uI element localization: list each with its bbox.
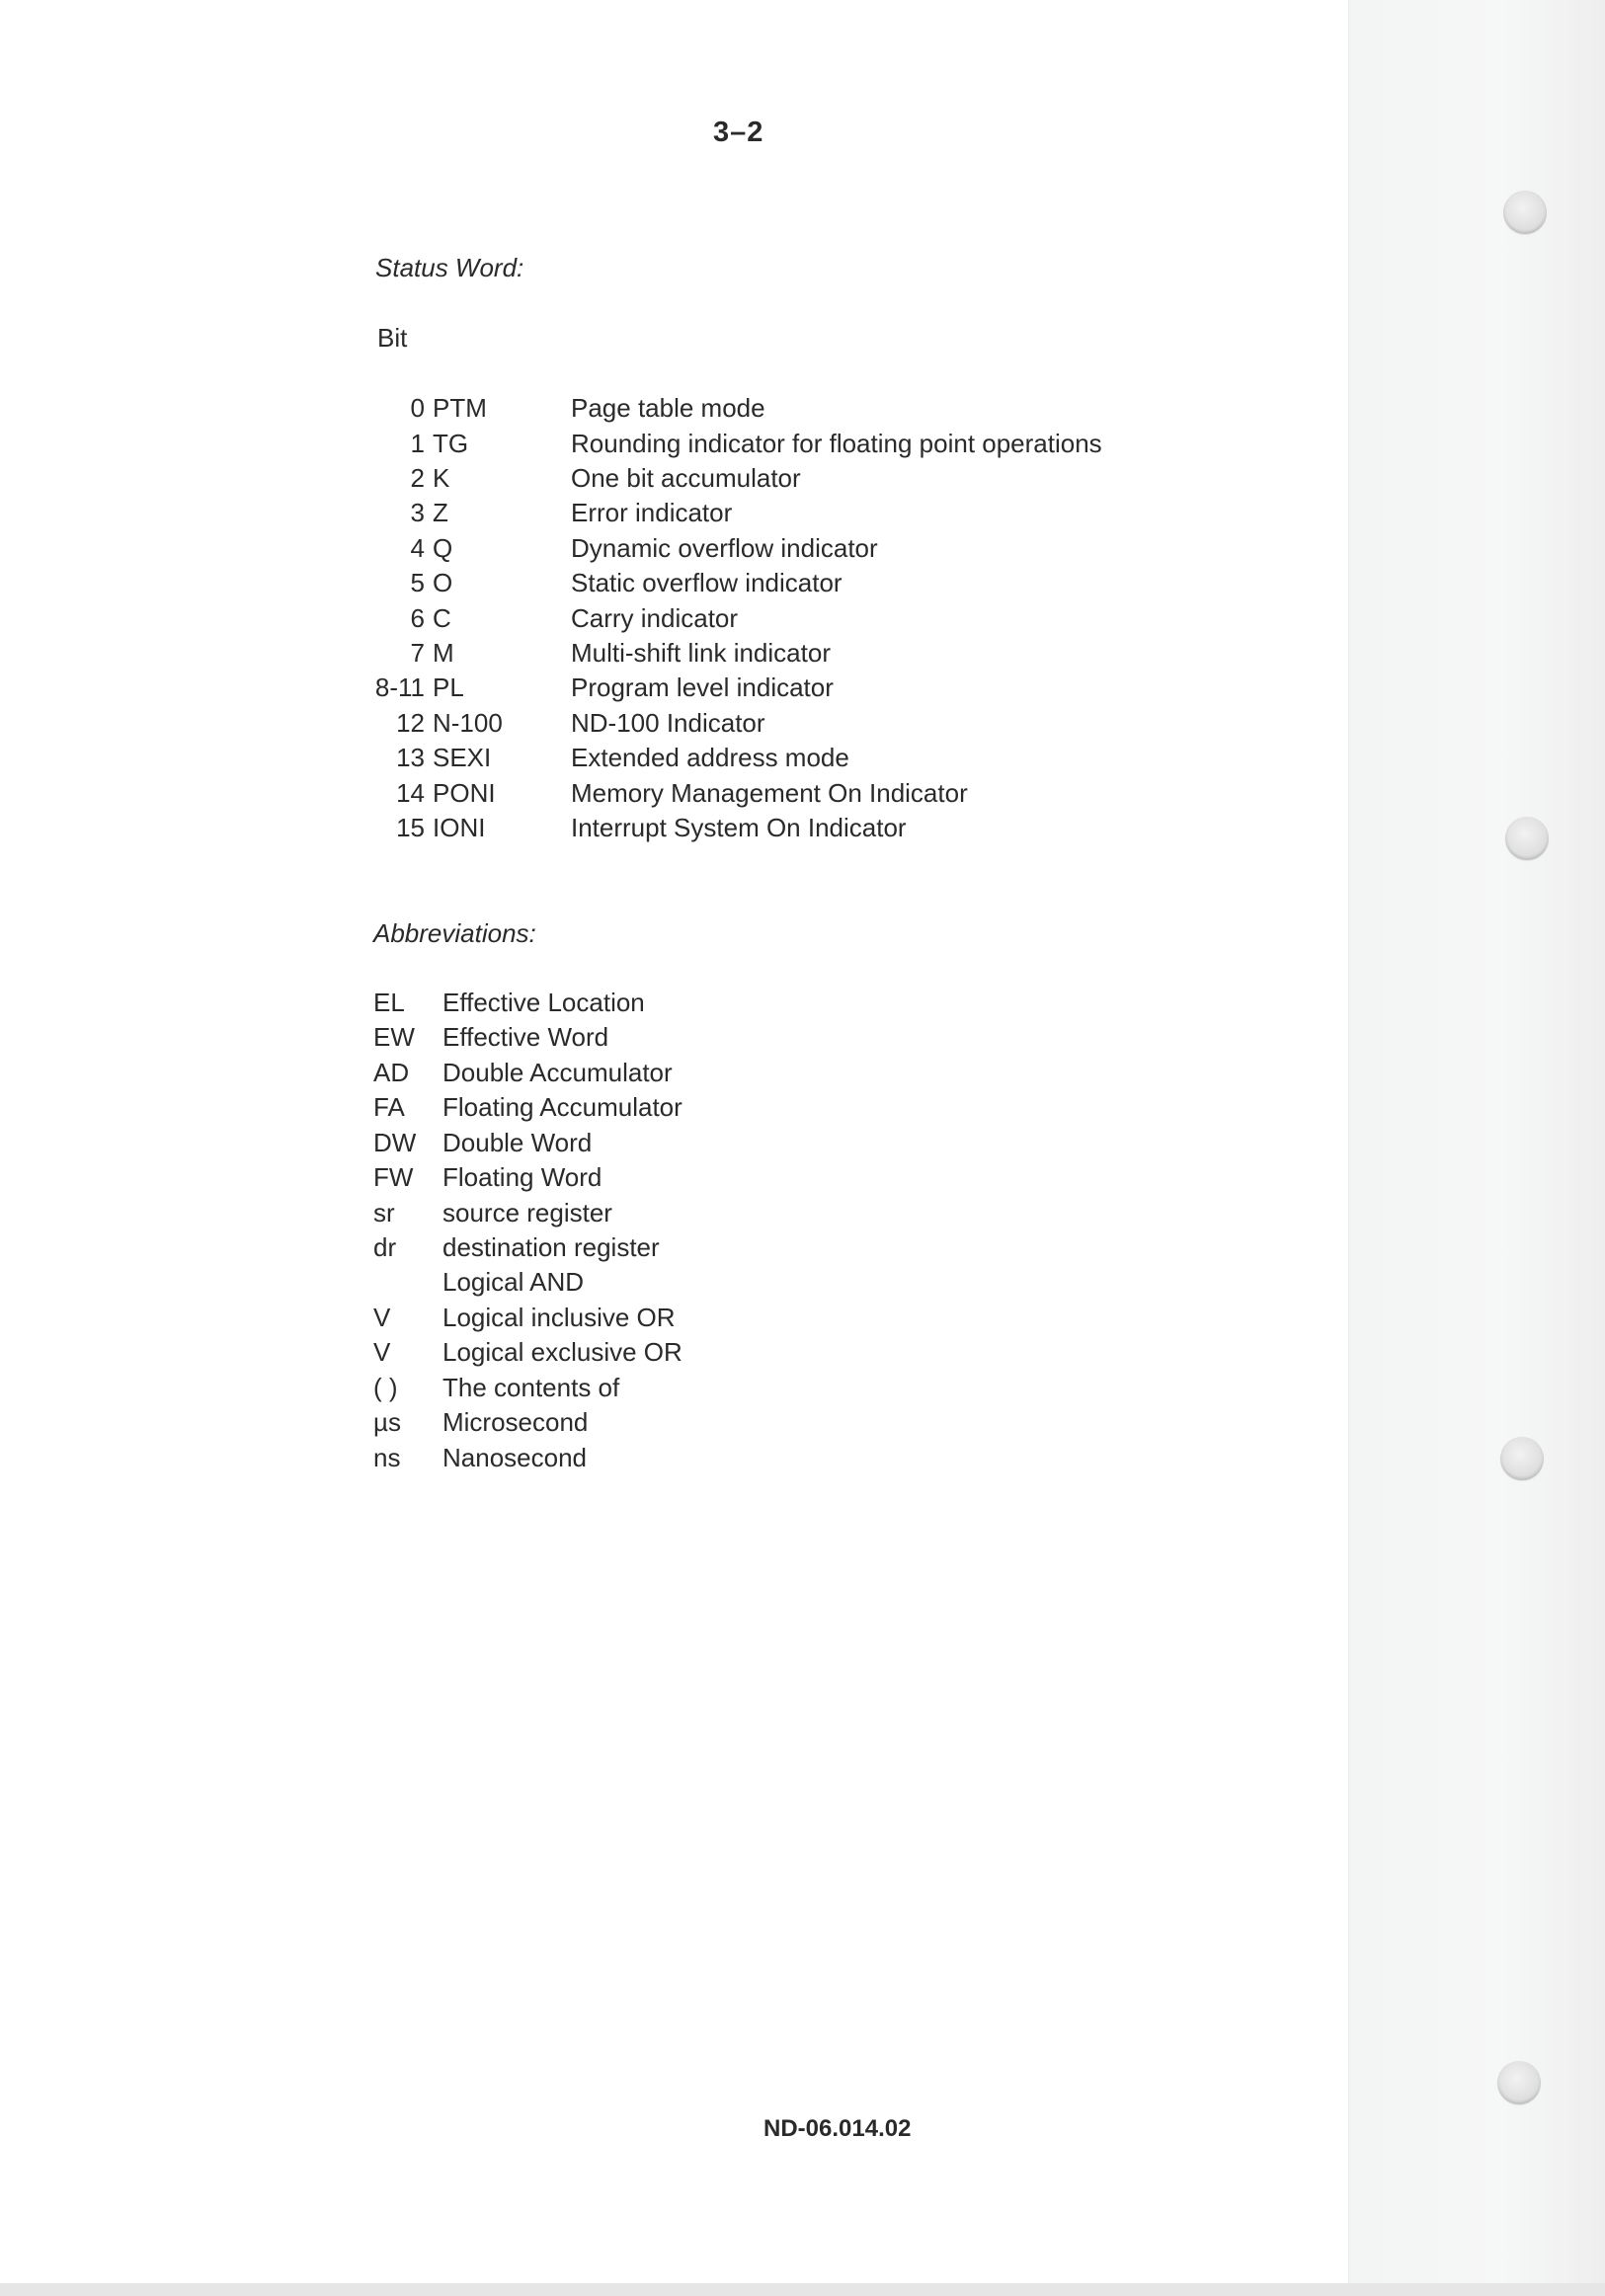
abbreviation-description: source register	[442, 1198, 612, 1227]
status-word-heading: Status Word:	[375, 253, 524, 282]
bit-number: 14	[396, 778, 425, 808]
bit-number: 12	[396, 708, 425, 738]
bit-mnemonic: SEXI	[433, 743, 492, 772]
bit-description: Rounding indicator for floating point operations	[571, 429, 1102, 458]
bit-mnemonic: PONI	[433, 778, 496, 808]
abbreviation-code: EW	[373, 1022, 415, 1052]
bit-description: Extended address mode	[571, 743, 849, 772]
bit-number: 8-11	[374, 673, 425, 702]
abbreviation-description: Effective Word	[442, 1022, 609, 1052]
abbreviation-description: Effective Location	[442, 988, 645, 1017]
bit-mnemonic: N-100	[433, 708, 503, 738]
abbreviation-code: EL	[373, 988, 405, 1017]
abbreviation-description: Logical exclusive OR	[442, 1337, 682, 1367]
bit-mnemonic: O	[433, 568, 453, 597]
abbreviations-heading: Abbreviations:	[373, 918, 536, 948]
abbreviation-description: The contents of	[442, 1373, 620, 1402]
bit-mnemonic: Z	[433, 498, 448, 527]
bit-mnemonic: C	[433, 603, 451, 633]
bit-description: Static overflow indicator	[571, 568, 843, 597]
page-margin-strip	[1348, 0, 1605, 2296]
page-number: 3–2	[713, 117, 764, 148]
bit-description: Error indicator	[571, 498, 733, 527]
bit-description: Page table mode	[571, 393, 765, 423]
binder-hole-icon	[1497, 2061, 1541, 2104]
bit-description: ND-100 Indicator	[571, 708, 765, 738]
bit-mnemonic: PTM	[433, 393, 487, 423]
bit-number: 6	[410, 603, 425, 633]
bit-mnemonic: M	[433, 638, 454, 668]
abbreviation-description: Floating Word	[442, 1162, 602, 1192]
abbreviation-code: ( )	[373, 1373, 398, 1402]
bit-number: 5	[410, 568, 425, 597]
bit-number: 2	[410, 463, 425, 493]
abbreviation-code: FA	[373, 1092, 405, 1122]
bit-mnemonic: Q	[433, 533, 453, 563]
binder-hole-icon	[1503, 191, 1547, 234]
abbreviation-description: Logical inclusive OR	[442, 1303, 676, 1332]
abbreviation-code: AD	[373, 1058, 410, 1087]
bit-description: Multi-shift link indicator	[571, 638, 831, 668]
abbreviation-description: Microsecond	[442, 1407, 589, 1437]
bit-number: 4	[410, 533, 425, 563]
bit-description: Memory Management On Indicator	[571, 778, 968, 808]
abbreviation-code: V	[373, 1303, 391, 1332]
bit-description: Interrupt System On Indicator	[571, 813, 907, 842]
binder-hole-icon	[1505, 817, 1549, 860]
abbreviation-code: µs	[373, 1407, 401, 1437]
abbreviation-code: sr	[373, 1198, 395, 1227]
bit-mnemonic: IONI	[433, 813, 486, 842]
abbreviation-description: Floating Accumulator	[442, 1092, 682, 1122]
binder-hole-icon	[1500, 1437, 1544, 1480]
abbreviation-code: DW	[373, 1128, 417, 1157]
abbreviation-code: FW	[373, 1162, 414, 1192]
bit-number: 0	[410, 393, 425, 423]
abbreviation-description: Double Accumulator	[442, 1058, 673, 1087]
bit-description: One bit accumulator	[571, 463, 801, 493]
abbreviation-description: Double Word	[442, 1128, 593, 1157]
document-code-footer: ND-06.014.02	[763, 2115, 912, 2142]
bit-description: Program level indicator	[571, 673, 834, 702]
bit-number: 3	[410, 498, 425, 527]
abbreviation-code: ns	[373, 1443, 401, 1472]
bit-mnemonic: K	[433, 463, 450, 493]
abbreviation-code: V	[373, 1337, 391, 1367]
bit-description: Dynamic overflow indicator	[571, 533, 878, 563]
bit-mnemonic: TG	[433, 429, 469, 458]
abbreviation-description: Nanosecond	[442, 1443, 587, 1472]
bit-number: 15	[396, 813, 425, 842]
abbreviation-description: destination register	[442, 1232, 660, 1262]
abbreviation-code: dr	[373, 1232, 397, 1262]
bit-number: 13	[396, 743, 425, 772]
bit-mnemonic: PL	[433, 673, 464, 702]
abbreviation-description: Logical AND	[442, 1267, 585, 1297]
bit-description: Carry indicator	[571, 603, 739, 633]
bit-column-label: Bit	[377, 323, 408, 353]
bit-number: 1	[410, 429, 425, 458]
page-bottom-edge	[0, 2283, 1605, 2296]
bit-number: 7	[410, 638, 425, 668]
